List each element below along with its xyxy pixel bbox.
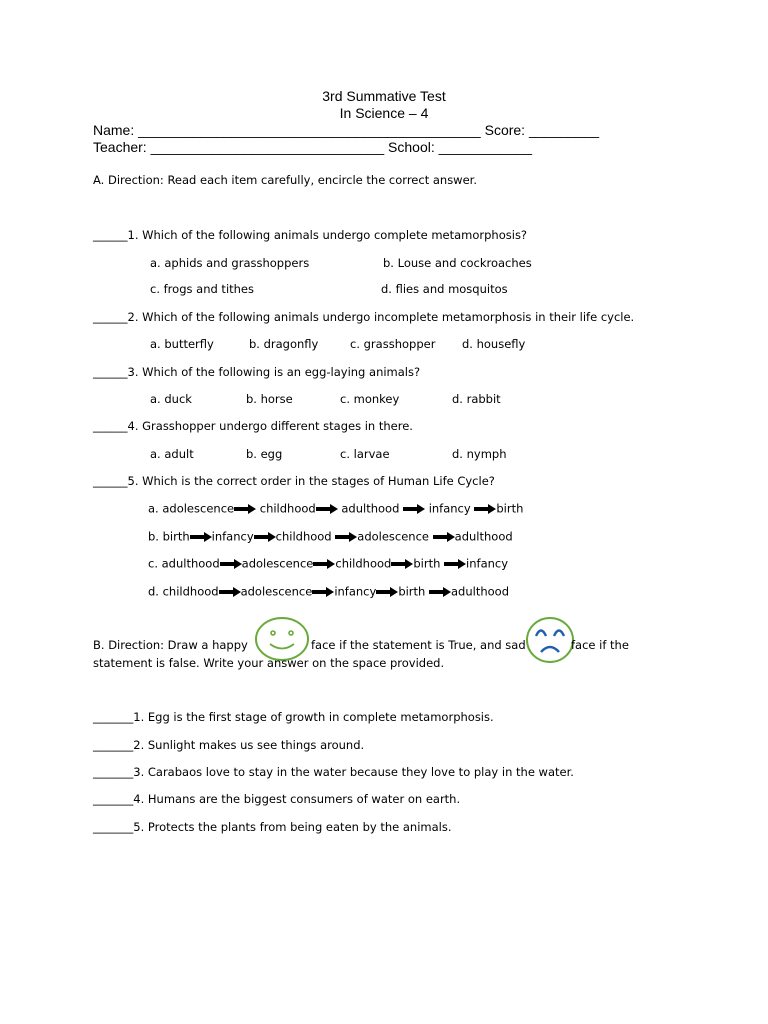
name-score-line: Name: ____________________________________________ Score: _________ xyxy=(93,122,600,138)
q5d-stage-5: adulthood xyxy=(451,584,509,599)
q5c-stage-3: childhood xyxy=(335,556,392,571)
q5c-stage-2: adolescence xyxy=(241,556,314,571)
part-b-direction-3: face if the xyxy=(571,638,629,652)
q5d-stage-1: d. childhood xyxy=(148,584,219,599)
right-arrow-icon xyxy=(403,504,425,514)
right-arrow-icon xyxy=(254,532,276,542)
right-arrow-icon xyxy=(391,559,413,569)
q1-option-c: c. frogs and tithes xyxy=(150,282,254,296)
q5-option-b xyxy=(148,529,513,544)
right-arrow-icon xyxy=(444,559,466,569)
q5b-stage-4: adolescence xyxy=(357,529,429,544)
q5-option-a xyxy=(148,501,523,516)
q5b-stage-2: infancy xyxy=(211,529,254,544)
right-arrow-icon xyxy=(474,504,496,514)
part-b-direction-2: face if the statement is True, and sad xyxy=(311,638,526,652)
sad-face-icon xyxy=(525,616,575,664)
q2-option-d: d. housefly xyxy=(462,337,526,351)
q5-option-c xyxy=(148,556,508,571)
q5b-stage-5: adulthood xyxy=(454,529,513,544)
right-arrow-icon xyxy=(376,587,398,597)
tf-item-4: _______4. Humans are the biggest consumers of water on earth. xyxy=(93,792,461,806)
part-b-direction-4: statement is false. Write your answer on the space provided. xyxy=(93,656,445,670)
q5c-stage-1: c. adulthood xyxy=(148,556,220,571)
teacher-school-line: Teacher: ______________________________ School: ____________ xyxy=(93,139,533,155)
right-arrow-icon xyxy=(312,587,334,597)
q2-option-a: a. butterfly xyxy=(150,337,214,351)
q4-option-c: c. larvae xyxy=(340,447,390,461)
q5a-stage-3: adulthood xyxy=(341,501,400,516)
q5a-stage-1: a. adolescence xyxy=(148,501,235,516)
tf-item-2: _______2. Sunlight makes us see things around. xyxy=(93,738,365,752)
part-b-direction-1: B. Direction: Draw a happy xyxy=(93,638,248,652)
q5c-stage-4: birth xyxy=(413,556,441,571)
q2-option-b: b. dragonfly xyxy=(249,337,319,351)
right-arrow-icon xyxy=(335,532,357,542)
q2-option-c: c. grasshopper xyxy=(350,337,436,351)
q2-stem: ______2. Which of the following animals undergo incomplete metamorphosis in their life cycle. xyxy=(93,310,635,324)
q3-option-b: b. horse xyxy=(246,392,293,406)
tf-item-5: _______5. Protects the plants from being eaten by the animals. xyxy=(93,820,452,834)
right-arrow-icon xyxy=(429,587,451,597)
q1-option-d: d. flies and mosquitos xyxy=(381,282,508,296)
q3-stem: ______3. Which of the following is an egg-laying animals? xyxy=(93,365,421,379)
tf-item-3: _______3. Carabaos love to stay in the water because they love to play in the water. xyxy=(93,765,574,779)
right-arrow-icon xyxy=(219,587,241,597)
q3-option-a: a. duck xyxy=(150,392,192,406)
part-a-direction: A. Direction: Read each item carefully, encircle the correct answer. xyxy=(93,173,477,187)
q4-option-d: d. nymph xyxy=(452,447,507,461)
q5c-stage-5: infancy xyxy=(466,556,509,571)
q5d-stage-4: birth xyxy=(398,584,426,599)
right-arrow-icon xyxy=(220,559,242,569)
q5-option-d xyxy=(148,584,509,599)
right-arrow-icon xyxy=(313,559,335,569)
q5d-stage-2: adolescence xyxy=(240,584,313,599)
q4-stem: ______4. Grasshopper undergo different stages in there. xyxy=(93,419,413,433)
q5b-stage-3: childhood xyxy=(275,529,332,544)
tf-item-1: _______1. Egg is the first stage of growth in complete metamorphosis. xyxy=(93,710,494,724)
page-title: 3rd Summative Test xyxy=(322,88,446,104)
right-arrow-icon xyxy=(234,504,256,514)
q5a-stage-2: childhood xyxy=(259,501,316,516)
q1-option-a: a. aphids and grasshoppers xyxy=(150,256,310,270)
q5a-stage-4: infancy xyxy=(428,501,471,516)
q3-option-d: d. rabbit xyxy=(452,392,501,406)
page-subtitle: In Science – 4 xyxy=(339,105,429,121)
q5b-stage-1: b. birth xyxy=(148,529,190,544)
q5-stem: ______5. Which is the correct order in the stages of Human Life Cycle? xyxy=(93,474,495,488)
q4-option-a: a. adult xyxy=(150,447,194,461)
q3-option-c: c. monkey xyxy=(340,392,400,406)
right-arrow-icon xyxy=(433,532,455,542)
q1-stem: ______1. Which of the following animals undergo complete metamorphosis? xyxy=(93,228,528,242)
right-arrow-icon xyxy=(316,504,338,514)
q4-option-b: b. egg xyxy=(246,447,283,461)
q1-option-b: b. Louse and cockroaches xyxy=(383,256,532,270)
right-arrow-icon xyxy=(190,532,212,542)
q5d-stage-3: infancy xyxy=(334,584,377,599)
q5a-stage-5: birth xyxy=(496,501,524,516)
